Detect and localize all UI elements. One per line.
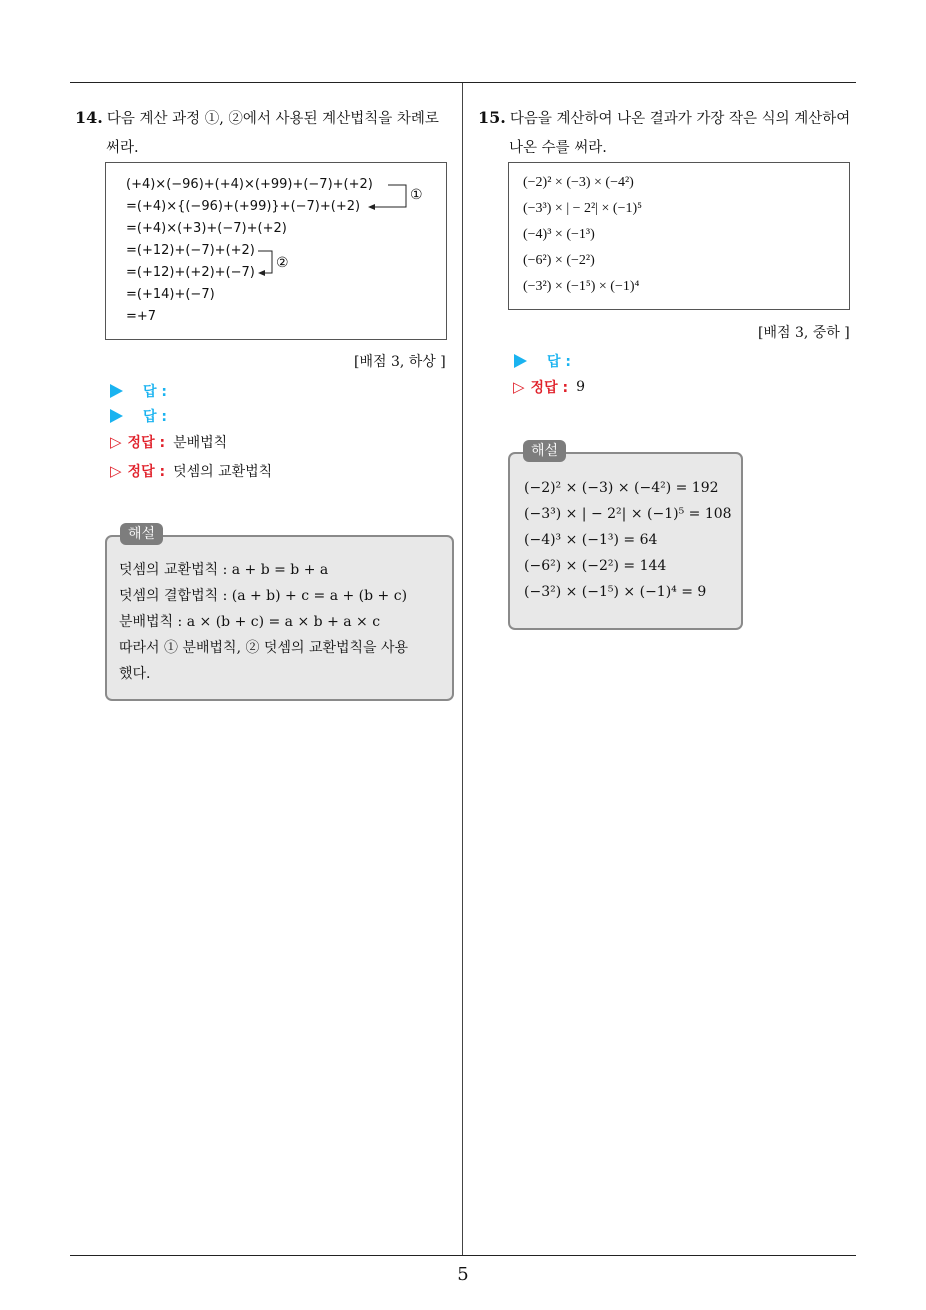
explanation-line: 따라서 ① 분배법칙, ② 덧셈의 교환법칙을 사용 xyxy=(119,640,409,656)
footer-rule xyxy=(70,1255,856,1256)
explanation-line: 덧셈의 결합법칙 : (a + b) + c = a + (b + c) xyxy=(119,588,408,604)
q14-number: 14. xyxy=(75,108,103,127)
column-divider xyxy=(462,83,463,1255)
q15-text-line1: 다음을 계산하여 나온 결과가 가장 작은 식의 계산하여 xyxy=(509,111,851,127)
q15-key-row xyxy=(513,377,585,397)
mark-circled-2: ② xyxy=(276,255,289,271)
q14-text-line2: 써라. xyxy=(106,140,139,156)
expression-line: (−3³) × | − 2²| × (−1)⁵ xyxy=(523,201,643,216)
outline-triangle-icon: ▷ xyxy=(110,433,122,451)
explanation-line: 분배법칙 : a × (b + c) = a × b + a × c xyxy=(119,614,381,630)
q15-answer-row xyxy=(514,351,571,371)
q15-explanation-box xyxy=(508,452,743,630)
calc-line: =(+14)+(−7) xyxy=(126,287,215,302)
q14-title xyxy=(75,104,439,133)
q15-title xyxy=(478,104,850,133)
calc-line: =(+4)×(+3)+(−7)+(+2) xyxy=(126,221,287,236)
explanation-line: (−2)² × (−3) × (−4²) = 192 xyxy=(524,480,719,496)
q14-explanation-tag: 해설 xyxy=(120,523,163,545)
header-rule xyxy=(70,82,856,83)
q14-score: [배점 3, 하상 ] xyxy=(354,354,446,370)
answer-label: 답 : xyxy=(143,384,167,400)
calc-line: =(+4)×{(−96)+(+99)}+(−7)+(+2) xyxy=(126,199,361,214)
q15-expression-box xyxy=(508,162,850,310)
mark-circled-1: ① xyxy=(410,187,423,203)
play-triangle-icon xyxy=(110,384,123,398)
expression-line: (−4)³ × (−1³) xyxy=(523,227,595,242)
key-label: 정답 : xyxy=(127,435,166,451)
q14-key-row-1 xyxy=(110,432,227,452)
explanation-line: (−3³) × | − 2²| × (−1)⁵ = 108 xyxy=(524,506,732,522)
bracket-arrows xyxy=(106,163,446,339)
q14-text-line1: 다음 계산 과정 ①, ②에서 사용된 계산법칙을 차례로 xyxy=(106,111,439,127)
explanation-line: 했다. xyxy=(119,666,151,682)
key-label: 정답 : xyxy=(530,380,569,396)
key-label: 정답 : xyxy=(127,464,166,480)
q15-explanation-tag: 해설 xyxy=(523,440,566,462)
expression-line: (−3²) × (−1⁵) × (−1)⁴ xyxy=(523,279,640,294)
q15-text-line2: 나온 수를 써라. xyxy=(509,140,607,156)
q14-answer-row-2 xyxy=(110,406,167,426)
explanation-line: (−6²) × (−2²) = 144 xyxy=(524,558,667,574)
answer-label: 답 : xyxy=(547,354,571,370)
explanation-line: (−3²) × (−1⁵) × (−1)⁴ = 9 xyxy=(524,584,707,600)
q15-score: [배점 3, 중하 ] xyxy=(758,325,850,341)
q14-explanation-box xyxy=(105,535,454,701)
calc-line: =(+12)+(+2)+(−7) xyxy=(126,265,255,280)
q15-number: 15. xyxy=(478,108,506,127)
q14-key-row-2 xyxy=(110,461,272,481)
q14-key-1: 분배법칙 xyxy=(173,435,228,451)
q14-key-2: 덧셈의 교환법칙 xyxy=(173,464,273,480)
expression-line: (−2)² × (−3) × (−4²) xyxy=(523,175,634,190)
calc-line: =(+12)+(−7)+(+2) xyxy=(126,243,255,258)
explanation-line: 덧셈의 교환법칙 : a + b = b + a xyxy=(119,562,329,578)
outline-triangle-icon: ▷ xyxy=(110,462,122,480)
q14-answer-row-1 xyxy=(110,381,167,401)
outline-triangle-icon: ▷ xyxy=(513,378,525,396)
q14-calc-box xyxy=(105,162,447,340)
expression-line: (−6²) × (−2²) xyxy=(523,253,595,268)
calc-line: =+7 xyxy=(126,309,157,324)
page-number: 5 xyxy=(457,1264,469,1285)
answer-label: 답 : xyxy=(143,409,167,425)
play-triangle-icon xyxy=(110,409,123,423)
q15-key: 9 xyxy=(576,379,585,395)
play-triangle-icon xyxy=(514,354,527,368)
calc-line: (+4)×(−96)+(+4)×(+99)+(−7)+(+2) xyxy=(126,177,373,192)
explanation-line: (−4)³ × (−1³) = 64 xyxy=(524,532,658,548)
